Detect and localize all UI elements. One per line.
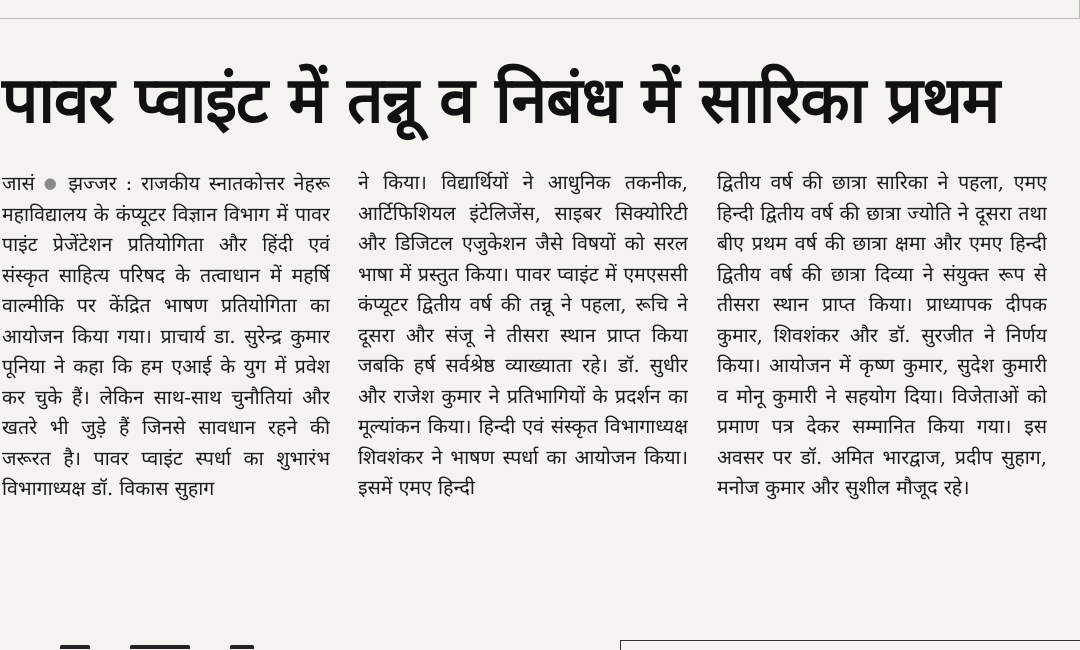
fragment-mark (130, 645, 190, 649)
article-text-col1: : राजकीय स्नातकोत्तर नेहरू महाविद्यालय के कंप्यूटर विज्ञान विभाग में पावर पाइंट प्रेजेंटेशन प्रतियोगिता और हिंदी एवं संस्कृत साहित्य परिषद के तत्वाधान में महर्षि वाल्मीकि पर केंद्रित भाषण प्रतियोगिता का आयोजन किया गया। प्राचार्य डा. सुरेन्द्र कुमार पूनिया ने कहा कि हम एआई के युग में प्रवेश कर चुके हैं। लेकिन साथ-साथ चुनौतियां और खतरे भी जुड़े हैं जिनसे सावधान रहने की जरूरत है। पावर प्वाइंट स्पर्धा का शुभारंभ विभागाध्यक्ष डॉ. विकास सुहाग (2, 172, 330, 500)
article-text-col3: द्वितीय वर्ष की छात्रा सारिका ने पहला, एमए हिन्दी द्वितीय वर्ष की छात्रा ज्योति ने दूसरा तथा बीए प्रथम वर्ष की छात्रा क्षमा और एमए हिन्दी द्वितीय वर्ष की छात्रा दिव्या ने संयुक्त रूप से तीसरा स्थान प्राप्त किया। प्राध्यापक दीपक कुमार, शिवशंकर और डॉ. सुरजीत ने निर्णय किया। आयोजन में कृष्ण कुमार, सुदेश कुमारी व मोनू कुमारी ने सहयोग दिया। विजेताओं को प्रमाण पत्र देकर सम्मानित किया गया। इस अवसर पर डॉ. अमित भारद्वाज, प्रदीप सुहाग, मनोज कुमार और सुशील मौजूद रहे। (717, 171, 1047, 499)
dateline: जासं (2, 172, 35, 195)
article-headline: पावर प्वाइंट में तन्नू व निबंध में सारिका प्रथम (2, 64, 1000, 138)
article-column-2 (358, 168, 688, 628)
article-paragraph-1 (2, 168, 330, 505)
article-column-3 (717, 168, 1047, 628)
next-article-fragment (60, 636, 360, 649)
top-divider (0, 18, 1080, 19)
fragment-mark (230, 645, 254, 649)
dateline-location: झज्जर (68, 172, 117, 195)
article-text-col2: ने किया। विद्यार्थियों ने आधुनिक तकनीक, आर्टिफिशियल इंटेलिजेंस, साइबर सिक्योरिटी और डिजिटल एजुकेशन जैसे विषयों को सरल भाषा में प्रस्तुत किया। पावर प्वाइंट में एमएससी कंप्यूटर द्वितीय वर्ष की तन्नू ने पहला, रूचि ने दूसरा और संजू ने तीसरा स्थान प्राप्त किया जबकि हर्ष सर्वश्रेष्ठ व्याख्याता रहे। डॉ. सुधीर और राजेश कुमार ने प्रतिभागियों के प्रदर्शन का मूल्यांकन किया। हिन्दी एवं संस्कृत विभागाध्यक्ष शिवशंकर ने भाषण स्पर्धा का आयोजन किया। इसमें एमए हिन्दी (358, 171, 688, 499)
article-column-1 (2, 168, 330, 628)
bullet-dot-icon: ● (43, 174, 60, 192)
fragment-mark (60, 645, 90, 649)
